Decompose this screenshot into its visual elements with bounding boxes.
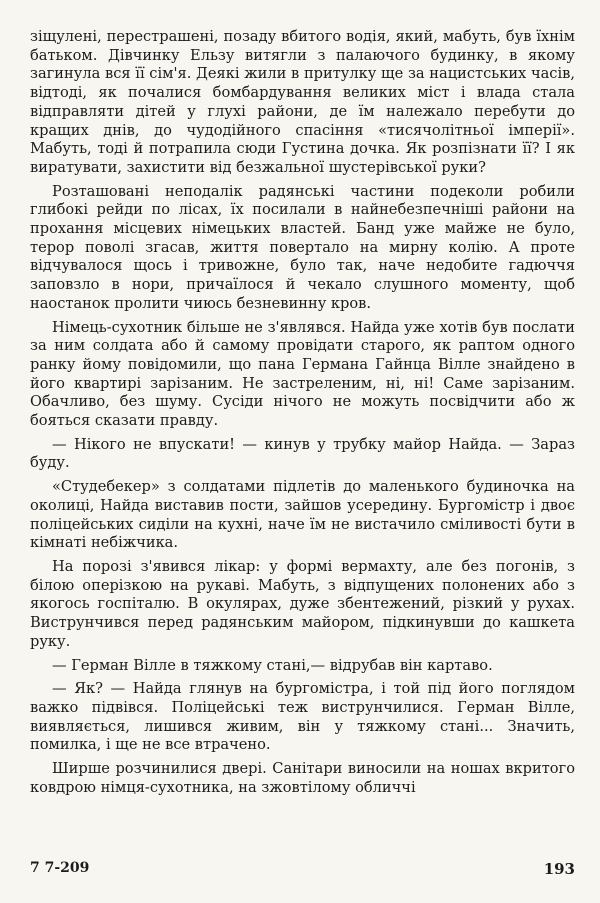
paragraph-7: — Герман Вілле в тяжкому стані,— відрубав він картаво. [52,656,493,674]
paragraph-2: Розташовані неподалік радянські частини подеколи робили глибокі рейди по лісах, їх посилали в найнебезпечніші райони на прохання місцевих німецьких властей. Банд уже майже не було, терор поволі згасав, життя повертало на мирну колію. А проте відчувалося щось і тривожне, було так, наче недобите гадюччя заповзло в нори, причаїлося й чекало слушного моменту, щоб наостанок пролити чиюсь безневинну кров. [30,182,575,312]
paragraph-8: — Як? — Найда глянув на бургомістра, і той під його поглядом важко підвівся. Поліцейські теж виструнчилися. Герман Вілле, виявляється, лишився живим, він у тяжкому стані... Значить, помилка, і ще не все втрачено. [30,680,575,754]
printer-signature: 7 7-209 [30,860,90,876]
page-footer [30,858,575,878]
page-number: 193 [543,860,575,878]
paragraph-5: «Студебекер» з солдатами підлетів до маленького будиночка на околиці, Найда виставив пости, зайшов усередину. Бургомістр і двоє поліцейських сиділи на кухні, наче їм не вистачило сміливості бути в кімнаті небіжчика. [30,478,575,552]
page-body [30,28,575,802]
paragraph-9: Ширше розчинилися двері. Санітари виносили на ношах вкритого ковдрою німця-сухотника, на зжовтілому обличчі [30,760,575,796]
paragraph-6: На порозі з'явився лікар: у формі вермахту, але без погонів, з білою оперізкою на рукаві. Мабуть, з відпущених полонених або з якогось госпіталю. В окулярах, дуже збентежений, різкий у рухах. Виструнчився перед радянським майором, підкинувши до кашкета руку. [30,557,575,650]
paragraph-3: Німець-сухотник більше не з'являвся. Найда уже хотів був послати за ним солдата або й самому провідати старого, як раптом одного ранку йому повідомили, що пана Германа Гайнца Вілле знайдено в його квартирі зарізаним. Не застреленим, ні, ні! Саме зарізаним. Обачливо, без шуму. Сусіди нічого не можуть посвідчити або ж бояться сказати правду. [30,318,575,430]
paragraph-1: зіщулені, перестрашені, позаду вбитого водія, який, мабуть, був їхнім батьком. Дівчинку Ельзу витягли з палаючого будинку, в якому загинула вся її сім'я. Деякі жили в притулку ще за нацистських часів, відтоді, як почалися бомбардування великих міст і влада стала відправляти дітей у глухі райони, де їм належало перебути до кращих днів, до чудодійного спасіння «тисячолітньої імперії». Мабуть, тоді й потрапила сюди Густина дочка. Як розпізнати її? І як виратувати, захистити від безжальної шустерівської руки? [30,28,575,176]
paragraph-4: — Нікого не впускати! — кинув у трубку майор Найда. — Зараз буду. [30,435,575,472]
